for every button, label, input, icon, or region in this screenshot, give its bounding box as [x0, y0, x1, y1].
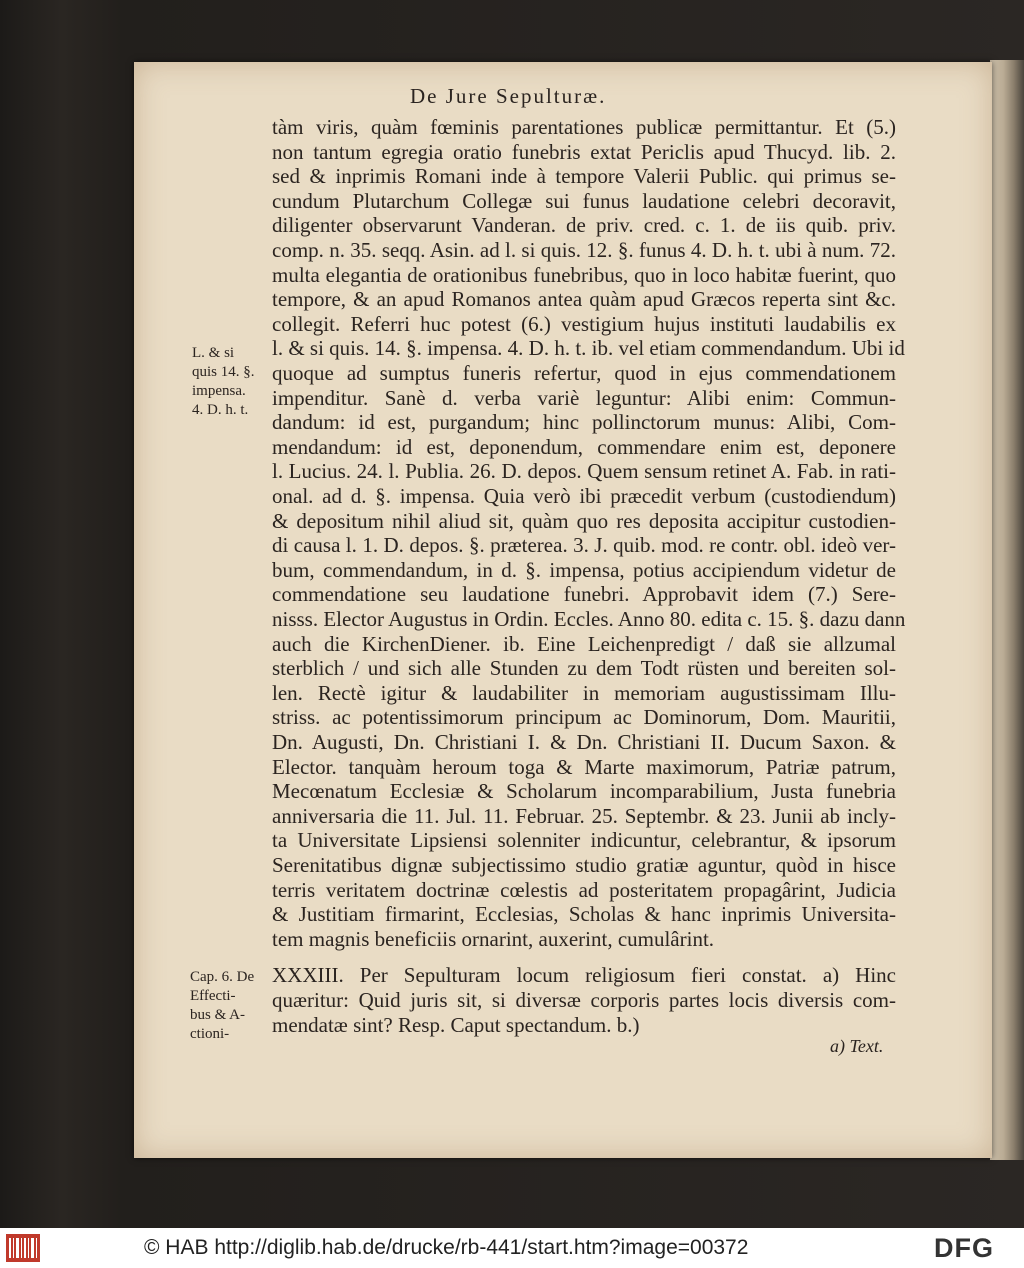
text-line: sterblich / und sich alle Stunden zu dem Todt rüsten und bereiten sol-: [272, 656, 896, 681]
text-line: auch die KirchenDiener. ib. Eine Leichenpredigt / daß sie allzumal: [272, 631, 896, 656]
text-line: mendatæ sint? Resp. Caput spectandum. b.): [272, 1012, 640, 1037]
text-line: dandum: id est, purgandum; hinc pollinctorum munus: Alibi, Com-: [272, 410, 896, 435]
text-line: impenditur. Sanè d. verba variè leguntur: Alibi enim: Commun-: [272, 385, 896, 410]
text-line: sed & inprimis Romani inde à tempore Valerii Public. qui primus se-: [272, 164, 896, 189]
text-line: cundum Plutarchum Collegæ sui funus laudatione celebri decoravit,: [272, 188, 896, 213]
text-line: striss. ac potentissimorum principum ac Dominorum, Dom. Mauritii,: [272, 705, 896, 730]
footnote: a) Text.: [830, 1036, 884, 1056]
margin-line: Effecti-: [190, 988, 236, 1004]
running-head: De Jure Sepulturæ.: [410, 84, 607, 108]
text-line: Serenitatibus dignæ subjectissimo studio gratiæ aguntur, quòd in hisce: [272, 853, 896, 877]
barcode-icon: [6, 1234, 40, 1262]
text-line: anniversaria die 11. Jul. 11. Februar. 25. Septembr. & 23. Junii ab incly-: [272, 803, 896, 828]
text-line: collegit. Referri huc potest (6.) vestigium hujus instituti laudabilis ex: [272, 311, 896, 336]
text-line: & depositum nihil aliud sit, quàm quo res deposita accipitur custodien-: [272, 508, 896, 533]
margin-note-1: [192, 344, 255, 420]
text-line: non tantum egregia oratio funebris extat Periclis apud Thucyd. lib. 2.: [272, 139, 896, 164]
margin-line: impensa.: [192, 383, 246, 399]
margin-line: L. & si: [192, 345, 235, 361]
margin-line: Cap. 6. De: [190, 969, 255, 985]
text-line: quoque ad sumptus funeris refertur, quod in ejus commendationem: [272, 361, 896, 385]
text-line: nisss. Elector Augustus in Ordin. Eccles. Anno 80. edita c. 15. §. dazu dann: [272, 607, 906, 631]
text-line: commendatione seu laudatione funebri. Approbavit idem (7.) Sere-: [272, 582, 896, 607]
text-line: l. & si quis. 14. §. impensa. 4. D. h. t. ib. vel etiam commendandum. Ubi id: [272, 336, 905, 361]
margin-line: ctioni-: [190, 1026, 230, 1042]
text-line: & Justitiam firmarint, Ecclesias, Scholas & hanc inprimis Universita-: [272, 902, 896, 927]
copyright-link[interactable]: © HAB http://diglib.hab.de/drucke/rb-441/start.htm?image=00372: [144, 1236, 749, 1259]
text-line: l. Lucius. 24. l. Publia. 26. D. depos. Quem sensum retinet A. Fab. in rati-: [272, 459, 896, 484]
text-line: XXXIII. Per Sepulturam locum religiosum fieri constat. a) Hinc: [272, 963, 896, 988]
text-line: terris veritatem doctrinæ cœlestis ad posteritatem propagârint, Judicia: [272, 877, 896, 902]
text-line: onal. ad d. §. impensa. Quia verò ibi præcedit verbum (custodiendum): [272, 484, 896, 508]
margin-line: bus & A-: [190, 1007, 246, 1023]
viewer-footer: [0, 1228, 1024, 1268]
text-line: mendandum: id est, deponendum, commendare enim est, deponere: [272, 434, 896, 459]
text-line: diligenter observarunt Vanderan. de priv. cred. c. 1. de iis quib. priv.: [272, 213, 896, 238]
text-line: Mecœnatum Ecclesiæ & Scholarum incomparabilium, Justa funebria: [272, 779, 896, 804]
text-line: tem magnis beneficiis ornarint, auxerint, cumulârint.: [272, 926, 715, 951]
dfg-logo: DFG: [934, 1233, 994, 1263]
text-line: ta Universitate Lipsiensi solenniter indicuntur, celebrantur, & ipsorum: [272, 828, 896, 853]
text-line: bum, commendandum, in d. §. impensa, potius accipiendum videtur de: [272, 557, 896, 582]
text-line: tàm viris, quàm fœminis parentationes publicæ permittantur. Et (5.): [272, 115, 896, 139]
text-line: len. Rectè igitur & laudabiliter in memoriam augustissimam Illu-: [272, 680, 896, 705]
text-line: comp. n. 35. seqq. Asin. ad l. si quis. 12. §. funus 4. D. h. t. ubi à num. 72.: [272, 238, 896, 262]
text-line: tempore, & an apud Romanos antea quàm apud Græcos reperta sint &c.: [272, 287, 896, 312]
margin-line: quis 14. §.: [192, 364, 255, 380]
text-line: multa elegantia de orationibus funebribus, quo in loco habitæ fuerint, quo: [272, 262, 896, 287]
page-edge: [990, 60, 1024, 1160]
margin-note-2: [190, 968, 254, 1044]
text-line: quæritur: Quid juris sit, si diversæ corporis partes locis diversis com-: [272, 988, 896, 1012]
margin-line: 4. D. h. t.: [192, 402, 249, 418]
text-line: Elector. tanquàm heroum toga & Marte maximorum, Patriæ patrum,: [272, 754, 896, 779]
text-line: Dn. Augusti, Dn. Christiani I. & Dn. Christiani II. Ducum Saxon. &: [272, 730, 896, 754]
text-line: di causa l. 1. D. depos. §. præterea. 3. J. quib. mod. re contr. obl. ideò ver-: [272, 533, 896, 558]
